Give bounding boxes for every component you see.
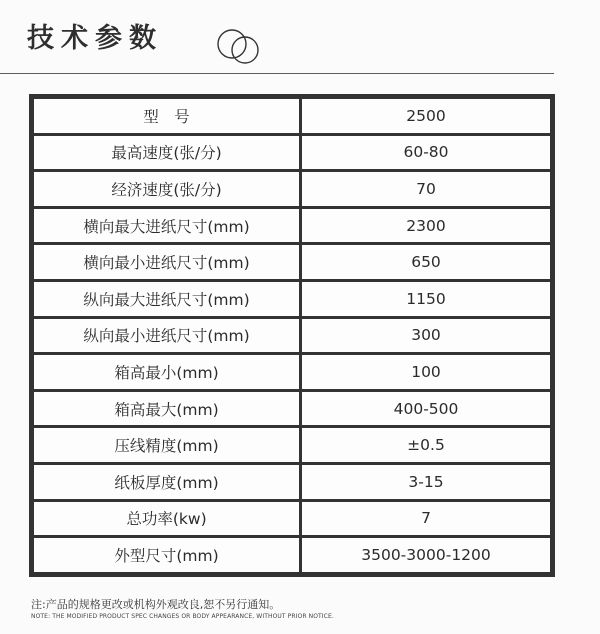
row-label: 型 号 — [34, 99, 299, 133]
table-row — [34, 209, 550, 243]
row-value: 300 — [302, 319, 550, 353]
row-value: 100 — [302, 355, 550, 389]
row-label: 纵向最大进纸尺寸(mm) — [34, 282, 299, 316]
spec-table — [29, 94, 555, 577]
table-row — [34, 502, 550, 536]
row-label: 横向最大进纸尺寸(mm) — [34, 209, 299, 243]
header-divider — [0, 73, 554, 74]
double-circle-icon — [214, 26, 264, 68]
table-row — [34, 136, 550, 170]
table-row — [34, 355, 550, 389]
page-title: 技术参数 — [27, 23, 163, 54]
row-value: 60-80 — [302, 136, 550, 170]
row-label: 箱高最小(mm) — [34, 355, 299, 389]
row-value: 3500-3000-1200 — [302, 538, 550, 572]
row-label: 纸板厚度(mm) — [34, 465, 299, 499]
row-label: 箱高最大(mm) — [34, 392, 299, 426]
row-label: 纵向最小进纸尺寸(mm) — [34, 319, 299, 353]
row-value: 400-500 — [302, 392, 550, 426]
table-row — [34, 392, 550, 426]
table-row — [34, 245, 550, 279]
table-row — [34, 319, 550, 353]
table-row — [34, 465, 550, 499]
table-row — [34, 538, 550, 572]
row-value: 70 — [302, 172, 550, 206]
row-value: 2500 — [302, 99, 550, 133]
footnote: 注:产品的规格更改或机构外观改良,恕不另行通知。 — [31, 598, 281, 611]
row-label: 压线精度(mm) — [34, 428, 299, 462]
row-label: 经济速度(张/分) — [34, 172, 299, 206]
footnote-english: NOTE: THE MODIFIED PRODUCT SPEC CHANGES OR BODY APPEARANCE, WITHOUT PRIOR NOTICE. — [31, 613, 334, 620]
row-value: 650 — [302, 245, 550, 279]
row-value: ±0.5 — [302, 428, 550, 462]
row-value: 3-15 — [302, 465, 550, 499]
row-value: 1150 — [302, 282, 550, 316]
row-label: 外型尺寸(mm) — [34, 538, 299, 572]
table-row — [34, 172, 550, 206]
row-label: 总功率(kw) — [34, 502, 299, 536]
table-row — [34, 99, 550, 133]
row-label: 横向最小进纸尺寸(mm) — [34, 245, 299, 279]
table-row — [34, 428, 550, 462]
table-row — [34, 282, 550, 316]
row-value: 2300 — [302, 209, 550, 243]
row-value: 7 — [302, 502, 550, 536]
row-label: 最高速度(张/分) — [34, 136, 299, 170]
